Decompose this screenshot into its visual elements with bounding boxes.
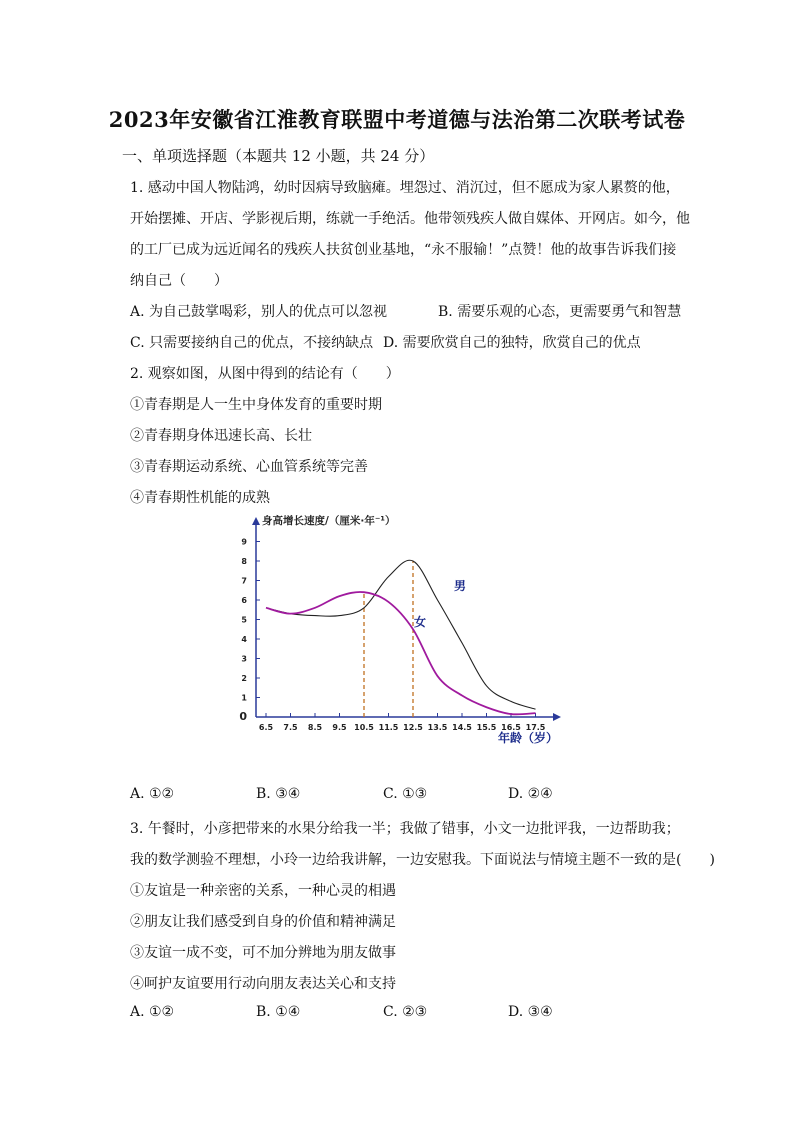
q2-option-a: A. ①② <box>130 786 175 802</box>
y-tick-label: 0 <box>239 710 247 723</box>
q1-option-d: D. 需要欣赏自己的独特，欣赏自己的优点 <box>383 335 641 351</box>
female-series-label: 女 <box>414 615 427 629</box>
section-header: 一、单项选择题（本题共 12 小题，共 24 分） <box>122 147 435 165</box>
q2-option-d: D. ②④ <box>508 786 553 802</box>
q3-statement-3: ③友谊一成不变，可不加分辨地为朋友做事 <box>130 945 396 961</box>
exam-title: 2023年安徽省江淮教育联盟中考道德与法治第二次联考试卷 <box>108 107 686 132</box>
x-tick-label: 10.5 <box>354 723 374 732</box>
x-tick-label: 7.5 <box>283 723 298 732</box>
x-tick-label: 13.5 <box>427 723 448 732</box>
q3-statement-1: ①友谊是一种亲密的关系，一种心灵的相遇 <box>130 883 396 899</box>
q1-stem-line-3: 的工厂已成为远近闻名的残疾人扶贫创业基地，“永不服输！”点赞！他的故事告诉我们接 <box>130 242 677 258</box>
q1-stem-line-4: 纳自己（ ） <box>130 273 228 289</box>
y-tick-label: 5 <box>241 615 247 625</box>
y-tick-label: 8 <box>241 557 247 566</box>
q2-statement-1: ①青春期是人一生中身体发育的重要时期 <box>130 397 382 413</box>
q1-stem-line-1: 1. 感动中国人物陆鸿，幼时因病导致脑瘫。埋怨过、消沉过，但不愿成为家人累赘的他， <box>130 180 680 196</box>
q1-option-a: A. 为自己鼓掌喝彩，别人的优点可以忽视 <box>130 304 388 320</box>
y-tick-label: 9 <box>241 537 247 547</box>
y-tick-label: 2 <box>241 674 247 683</box>
x-axis-title: 年龄（岁） <box>498 731 559 745</box>
q2-option-c: C. ①③ <box>383 786 428 802</box>
y-tick-label: 7 <box>241 576 247 586</box>
q3-option-d: D. ③④ <box>508 1004 553 1020</box>
male-series-label: 男 <box>454 579 467 593</box>
x-tick-label: 8.5 <box>307 723 323 732</box>
x-tick-label: 11.5 <box>378 723 399 732</box>
x-tick-label: 14.5 <box>452 723 472 732</box>
x-tick-label: 15.5 <box>476 723 497 732</box>
y-axis-arrow <box>252 517 260 525</box>
q2-option-b: B. ③④ <box>256 786 301 802</box>
q3-option-c: C. ②③ <box>383 1004 428 1020</box>
q3-stem-line-1: 3. 午餐时，小彦把带来的水果分给我一半；我做了错事，小文一边批评我，一边帮助我； <box>130 821 680 837</box>
q3-stem-line-2: 我的数学测验不理想，小玲一边给我讲解，一边安慰我。下面说法与情境主题不一致的是( ) <box>130 852 715 868</box>
q2-statement-3: ③青春期运动系统、心血管系统等完善 <box>130 459 368 475</box>
q1-option-c: C. 只需要接纳自己的优点，不接纳缺点 <box>130 335 374 351</box>
y-axis-title: 身高增长速度/（厘米·年⁻¹） <box>262 515 396 527</box>
q3-option-a: A. ①② <box>130 1004 175 1020</box>
q1-stem-line-2: 开始摆摊、开店、学影视后期，练就一手绝活。他带领残疾人做自媒体、开网店。如今，他 <box>130 211 690 227</box>
x-tick-label: 16.5 <box>501 723 521 732</box>
male-series-line <box>266 560 536 709</box>
q3-statement-2: ②朋友让我们感受到自身的价值和精神满足 <box>130 914 396 930</box>
y-tick-label: 3 <box>241 654 247 664</box>
q1-option-b: B. 需要乐观的心态，更需要勇气和智慧 <box>438 304 682 320</box>
x-tick-label: 17.5 <box>525 723 546 732</box>
y-tick-label: 1 <box>241 693 247 703</box>
female-series-line <box>266 592 536 714</box>
y-tick-label: 6 <box>241 596 247 605</box>
q3-statement-4: ④呵护友谊要用行动向朋友表达关心和支持 <box>130 976 396 992</box>
q2-stem: 2. 观察如图，从图中得到的结论有（ ） <box>130 366 400 382</box>
y-tick-label: 4 <box>241 635 247 644</box>
q2-statement-2: ②青春期身体迅速长高、长壮 <box>130 428 312 444</box>
x-tick-label: 6.5 <box>258 723 274 732</box>
x-axis-arrow <box>553 713 561 721</box>
height-growth-chart <box>226 508 576 753</box>
q3-option-b: B. ①④ <box>256 1004 301 1020</box>
x-tick-label: 12.5 <box>403 723 423 732</box>
x-tick-label: 9.5 <box>332 723 347 732</box>
q2-statement-4: ④青春期性机能的成熟 <box>130 490 270 506</box>
